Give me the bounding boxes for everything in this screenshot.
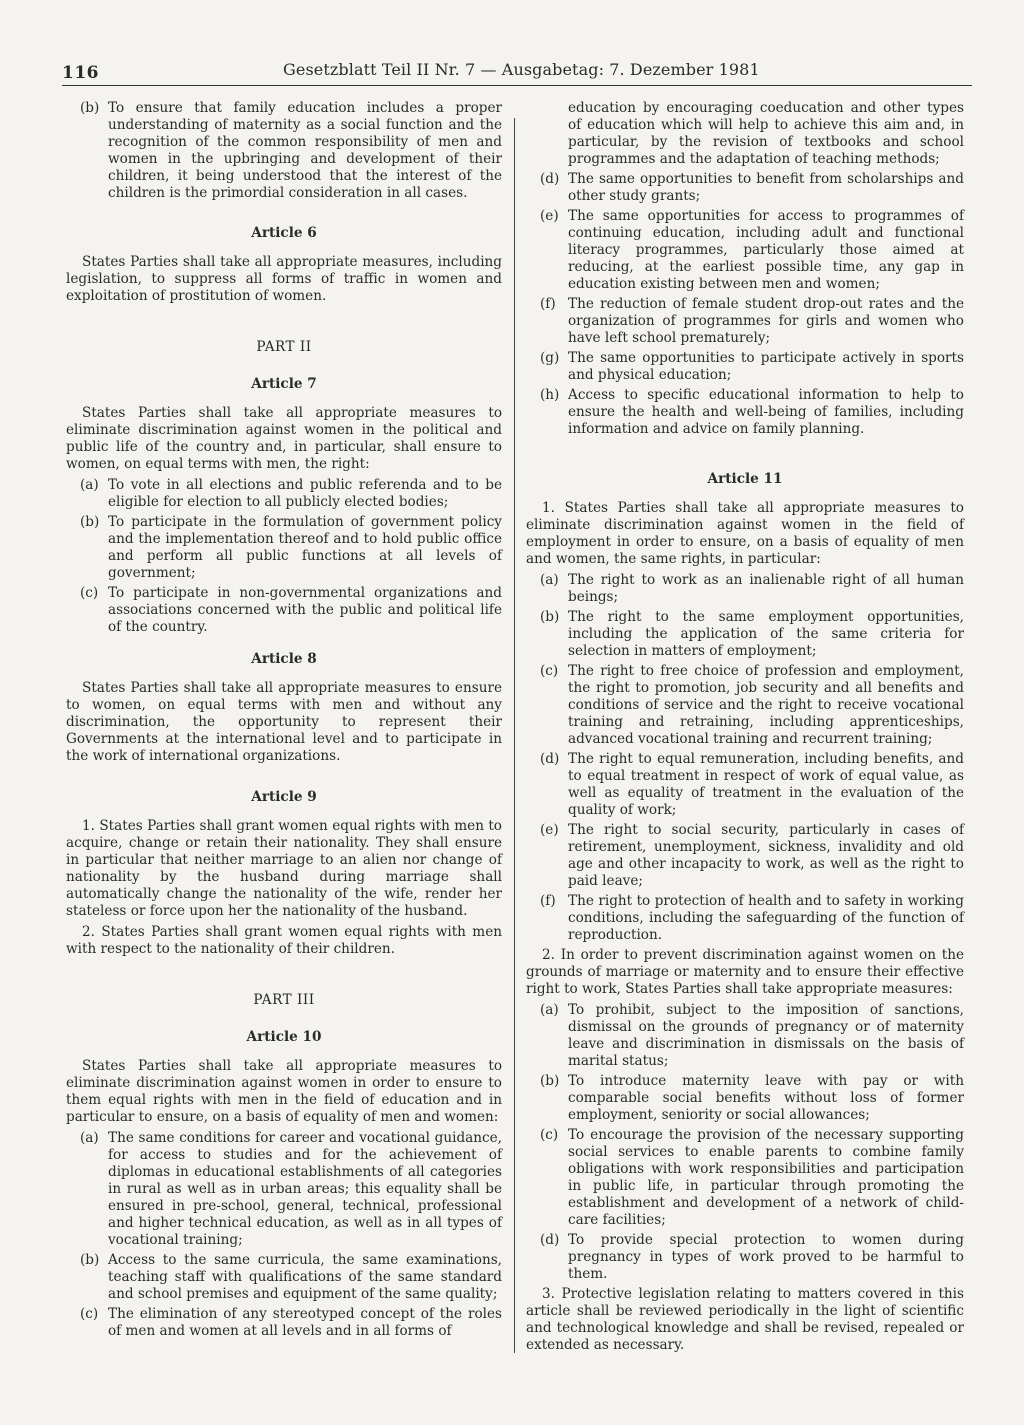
article11-p1-item-f	[526, 893, 964, 944]
article11-p2-item-b	[526, 1073, 964, 1124]
item-text: To ensure that family education includes a proper understanding of maternity as a social function and the recognition of the common responsibility of men and women in the upbringing and development of their children, it being understood that the interest of the children is the primordial consideration in all cases.	[108, 100, 502, 201]
article9-paragraph-2: 2. States Parties shall grant women equal rights with men with respect to the nationality of their children.	[66, 924, 502, 957]
article10-intro: States Parties shall take all appropriate measures to eliminate discrimination against women in order to ensure to them equal rights with men in the field of education and in particular to ensure, on a basis of equality of men and women:	[66, 1058, 502, 1125]
item-text: The right to protection of health and to safety in working conditions, including the safeguarding of the function of reproduction.	[568, 893, 964, 943]
article5-item-b	[66, 100, 502, 202]
item-label: (a)	[540, 572, 559, 588]
item-text: Access to specific educational information to help to ensure the health and well-being of families, including information and advice on family planning.	[568, 387, 964, 437]
article6-title: Article 6	[251, 225, 317, 241]
item-text: To vote in all elections and public referenda and to be eligible for election to all publicly elected bodies;	[108, 477, 502, 510]
article10-item-b	[66, 1252, 502, 1303]
item-label: (b)	[540, 609, 560, 625]
article7-item-b	[66, 514, 502, 582]
item-label: (e)	[540, 822, 559, 838]
item-label: (f)	[540, 296, 556, 312]
article10-item-a	[66, 1130, 502, 1249]
article11-title: Article 11	[707, 471, 783, 487]
item-label: (a)	[80, 477, 99, 493]
item-text: The reduction of female student drop-out rates and the organization of programmes for girls and women who have left school prematurely;	[568, 296, 964, 346]
item-label: (c)	[540, 1127, 559, 1143]
item-label: (a)	[80, 1130, 99, 1146]
article11-p2-item-c	[526, 1127, 964, 1229]
item-text: To encourage the provision of the necessary supporting social services to enable parents to combine family obligations with work responsibilities and participation in public life, in particular through promoting the establishment and development of a network of child-care facilities;	[568, 1127, 964, 1228]
item-label: (b)	[80, 514, 100, 530]
item-label: (b)	[80, 100, 100, 116]
article11-p1-item-d	[526, 751, 964, 819]
item-text: To participate in non-governmental organizations and associations concerned with the public and political life of the country.	[108, 585, 502, 635]
article11-p1-item-a	[526, 572, 964, 606]
item-text: The right to work as an inalienable right of all human beings;	[568, 572, 964, 605]
running-header: Gesetzblatt Teil II Nr. 7 — Ausgabetag: 7. Dezember 1981	[283, 60, 760, 79]
article10-item-c-continued: education by encouraging coeducation and other types of education which will help to achieve this aim and, in particular, by the revision of textbooks and school programmes and the adaptation of teaching methods;	[568, 100, 964, 167]
item-label: (d)	[540, 751, 560, 767]
article10-item-c	[66, 1306, 502, 1340]
item-label: (d)	[540, 171, 560, 187]
article10-title: Article 10	[246, 1029, 322, 1045]
article7-intro: States Parties shall take all appropriate measures to eliminate discrimination against women in the political and public life of the country and, in particular, shall ensure to women, on equal terms with men, the right:	[66, 405, 502, 472]
item-text: To participate in the formulation of government policy and the implementation thereof and to hold public office and perform all public functions at all levels of government;	[108, 514, 502, 581]
article7-item-a	[66, 477, 502, 511]
item-label: (a)	[540, 1002, 559, 1018]
item-label: (e)	[540, 208, 559, 224]
item-label: (c)	[80, 1306, 99, 1322]
article11-p2-item-d	[526, 1232, 964, 1283]
part3-title: PART III	[253, 992, 315, 1008]
item-label: (c)	[540, 663, 559, 679]
article6-text: States Parties shall take all appropriate measures, including legislation, to suppress all forms of traffic in women and exploitation of prostitution of women.	[66, 254, 502, 304]
part2-title: PART II	[256, 339, 312, 355]
article8-title: Article 8	[251, 651, 317, 667]
item-text: The right to social security, particularly in cases of retirement, unemployment, sickness, invalidity and old age and other incapacity to work, as well as the right to paid leave;	[568, 822, 964, 889]
item-label: (g)	[540, 350, 560, 366]
item-label: (b)	[540, 1073, 560, 1089]
page-number: 116	[62, 63, 99, 83]
article10-item-e	[526, 208, 964, 293]
header-rule	[62, 85, 972, 86]
left-column	[66, 100, 502, 1343]
item-text: To prohibit, subject to the imposition of sanctions, dismissal on the grounds of pregnancy or of maternity leave and discrimination in dismissals on the basis of marital status;	[568, 1002, 964, 1069]
article10-item-h	[526, 387, 964, 438]
article11-p2-item-a	[526, 1002, 964, 1070]
column-divider	[514, 118, 515, 1353]
item-text: To provide special protection to women during pregnancy in types of work proved to be harmful to them.	[568, 1232, 964, 1282]
item-label: (b)	[80, 1252, 100, 1268]
article11-p1-item-c	[526, 663, 964, 748]
item-text: The right to free choice of profession and employment, the right to promotion, job security and all benefits and conditions of service and the right to receive vocational training and retraining, including apprenticeships, advanced vocational training and recurrent training;	[568, 663, 964, 747]
item-label: (f)	[540, 893, 556, 909]
article9-paragraph-1: 1. States Parties shall grant women equal rights with men to acquire, change or retain their nationality. They shall ensure in particular that neither marriage to an alien nor change of nationality by the husband during marriage shall automatically change the nationality of the wife, render her stateless or force upon her the nationality of the husband.	[66, 818, 502, 919]
article8-text: States Parties shall take all appropriate measures to ensure to women, on equal terms with men and without any discrimination, the opportunity to represent their Governments at the international level and to participate in the work of international organizations.	[66, 680, 502, 764]
article11-paragraph-3: 3. Protective legislation relating to matters covered in this article shall be reviewed periodically in the light of scientific and technological knowledge and shall be revised, repealed or extended as necessary.	[526, 1286, 964, 1353]
item-label: (c)	[80, 585, 99, 601]
item-label: (d)	[540, 1232, 560, 1248]
article10-item-g	[526, 350, 964, 384]
item-text: The same conditions for career and vocational guidance, for access to studies and for the achievement of diplomas in educational establishments of all categories in rural as well as in urban areas; this equality shall be ensured in pre-school, general, technical, professional and higher technical education, as well as in all types of vocational training;	[108, 1130, 502, 1248]
item-text: The same opportunities to participate actively in sports and physical education;	[568, 350, 964, 383]
article7-title: Article 7	[251, 376, 317, 392]
item-text: The right to the same employment opportunities, including the application of the same criteria for selection in matters of employment;	[568, 609, 964, 659]
article10-item-f	[526, 296, 964, 347]
article9-title: Article 9	[251, 789, 317, 805]
item-text: The same opportunities to benefit from scholarships and other study grants;	[568, 171, 964, 204]
article11-p1-item-e	[526, 822, 964, 890]
item-text: The elimination of any stereotyped concept of the roles of men and women at all levels and in all forms of	[108, 1306, 502, 1339]
item-label: (h)	[540, 387, 560, 403]
item-text: To introduce maternity leave with pay or with comparable social benefits without loss of former employment, seniority or social allowances;	[568, 1073, 964, 1123]
article11-paragraph-1: 1. States Parties shall take all appropriate measures to eliminate discrimination against women in the field of employment in order to ensure, on a basis of equality of men and women, the same rights, in particular:	[526, 500, 964, 567]
item-text: The right to equal remuneration, including benefits, and to equal treatment in respect of work of equal value, as well as equality of treatment in the evaluation of the quality of work;	[568, 751, 964, 818]
right-column	[526, 100, 964, 1358]
article11-paragraph-2: 2. In order to prevent discrimination against women on the grounds of marriage or maternity and to ensure their effective right to work, States Parties shall take appropriate measures:	[526, 947, 964, 997]
article11-p1-item-b	[526, 609, 964, 660]
item-text: The same opportunities for access to programmes of continuing education, including adult and functional literacy programmes, particularly those aimed at reducing, at the earliest possible time, any gap in education existing between men and women;	[568, 208, 964, 292]
item-text: Access to the same curricula, the same examinations, teaching staff with qualifications of the same standard and school premises and equipment of the same quality;	[108, 1252, 502, 1302]
article7-item-c	[66, 585, 502, 636]
article10-item-d	[526, 171, 964, 205]
